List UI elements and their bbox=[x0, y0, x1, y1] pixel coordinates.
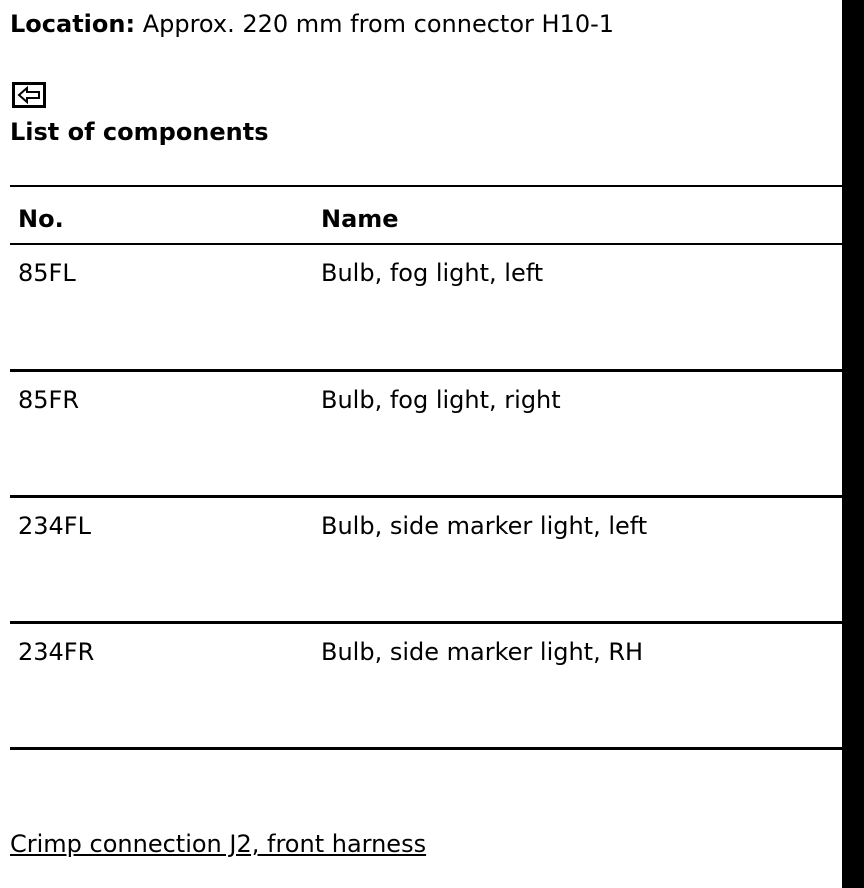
location-text: Approx. 220 mm from connector H10-1 bbox=[135, 10, 615, 38]
section-title: List of components bbox=[10, 118, 269, 146]
header-no: No. bbox=[10, 186, 313, 244]
back-arrow-icon-graphic bbox=[12, 82, 46, 108]
component-name: Bulb, fog light, right bbox=[313, 370, 842, 496]
location-line bbox=[10, 8, 614, 40]
table-header-row bbox=[10, 186, 842, 244]
component-name: Bulb, side marker light, left bbox=[313, 496, 842, 622]
components-table bbox=[10, 185, 842, 750]
header-name: Name bbox=[313, 186, 842, 244]
location-label: Location: bbox=[10, 10, 136, 38]
crimp-connection-link[interactable]: Crimp connection J2, front harness bbox=[10, 830, 427, 858]
back-arrow-icon[interactable] bbox=[12, 82, 46, 108]
component-no: 85FR bbox=[10, 370, 313, 496]
table-row bbox=[10, 244, 842, 370]
component-no: 85FL bbox=[10, 244, 313, 370]
table-row bbox=[10, 622, 842, 748]
component-no: 234FR bbox=[10, 622, 313, 748]
component-no: 234FL bbox=[10, 496, 313, 622]
table-row bbox=[10, 496, 842, 622]
page-edge-bar bbox=[842, 0, 864, 888]
component-name: Bulb, side marker light, RH bbox=[313, 622, 842, 748]
table-row bbox=[10, 370, 842, 496]
component-name: Bulb, fog light, left bbox=[313, 244, 842, 370]
